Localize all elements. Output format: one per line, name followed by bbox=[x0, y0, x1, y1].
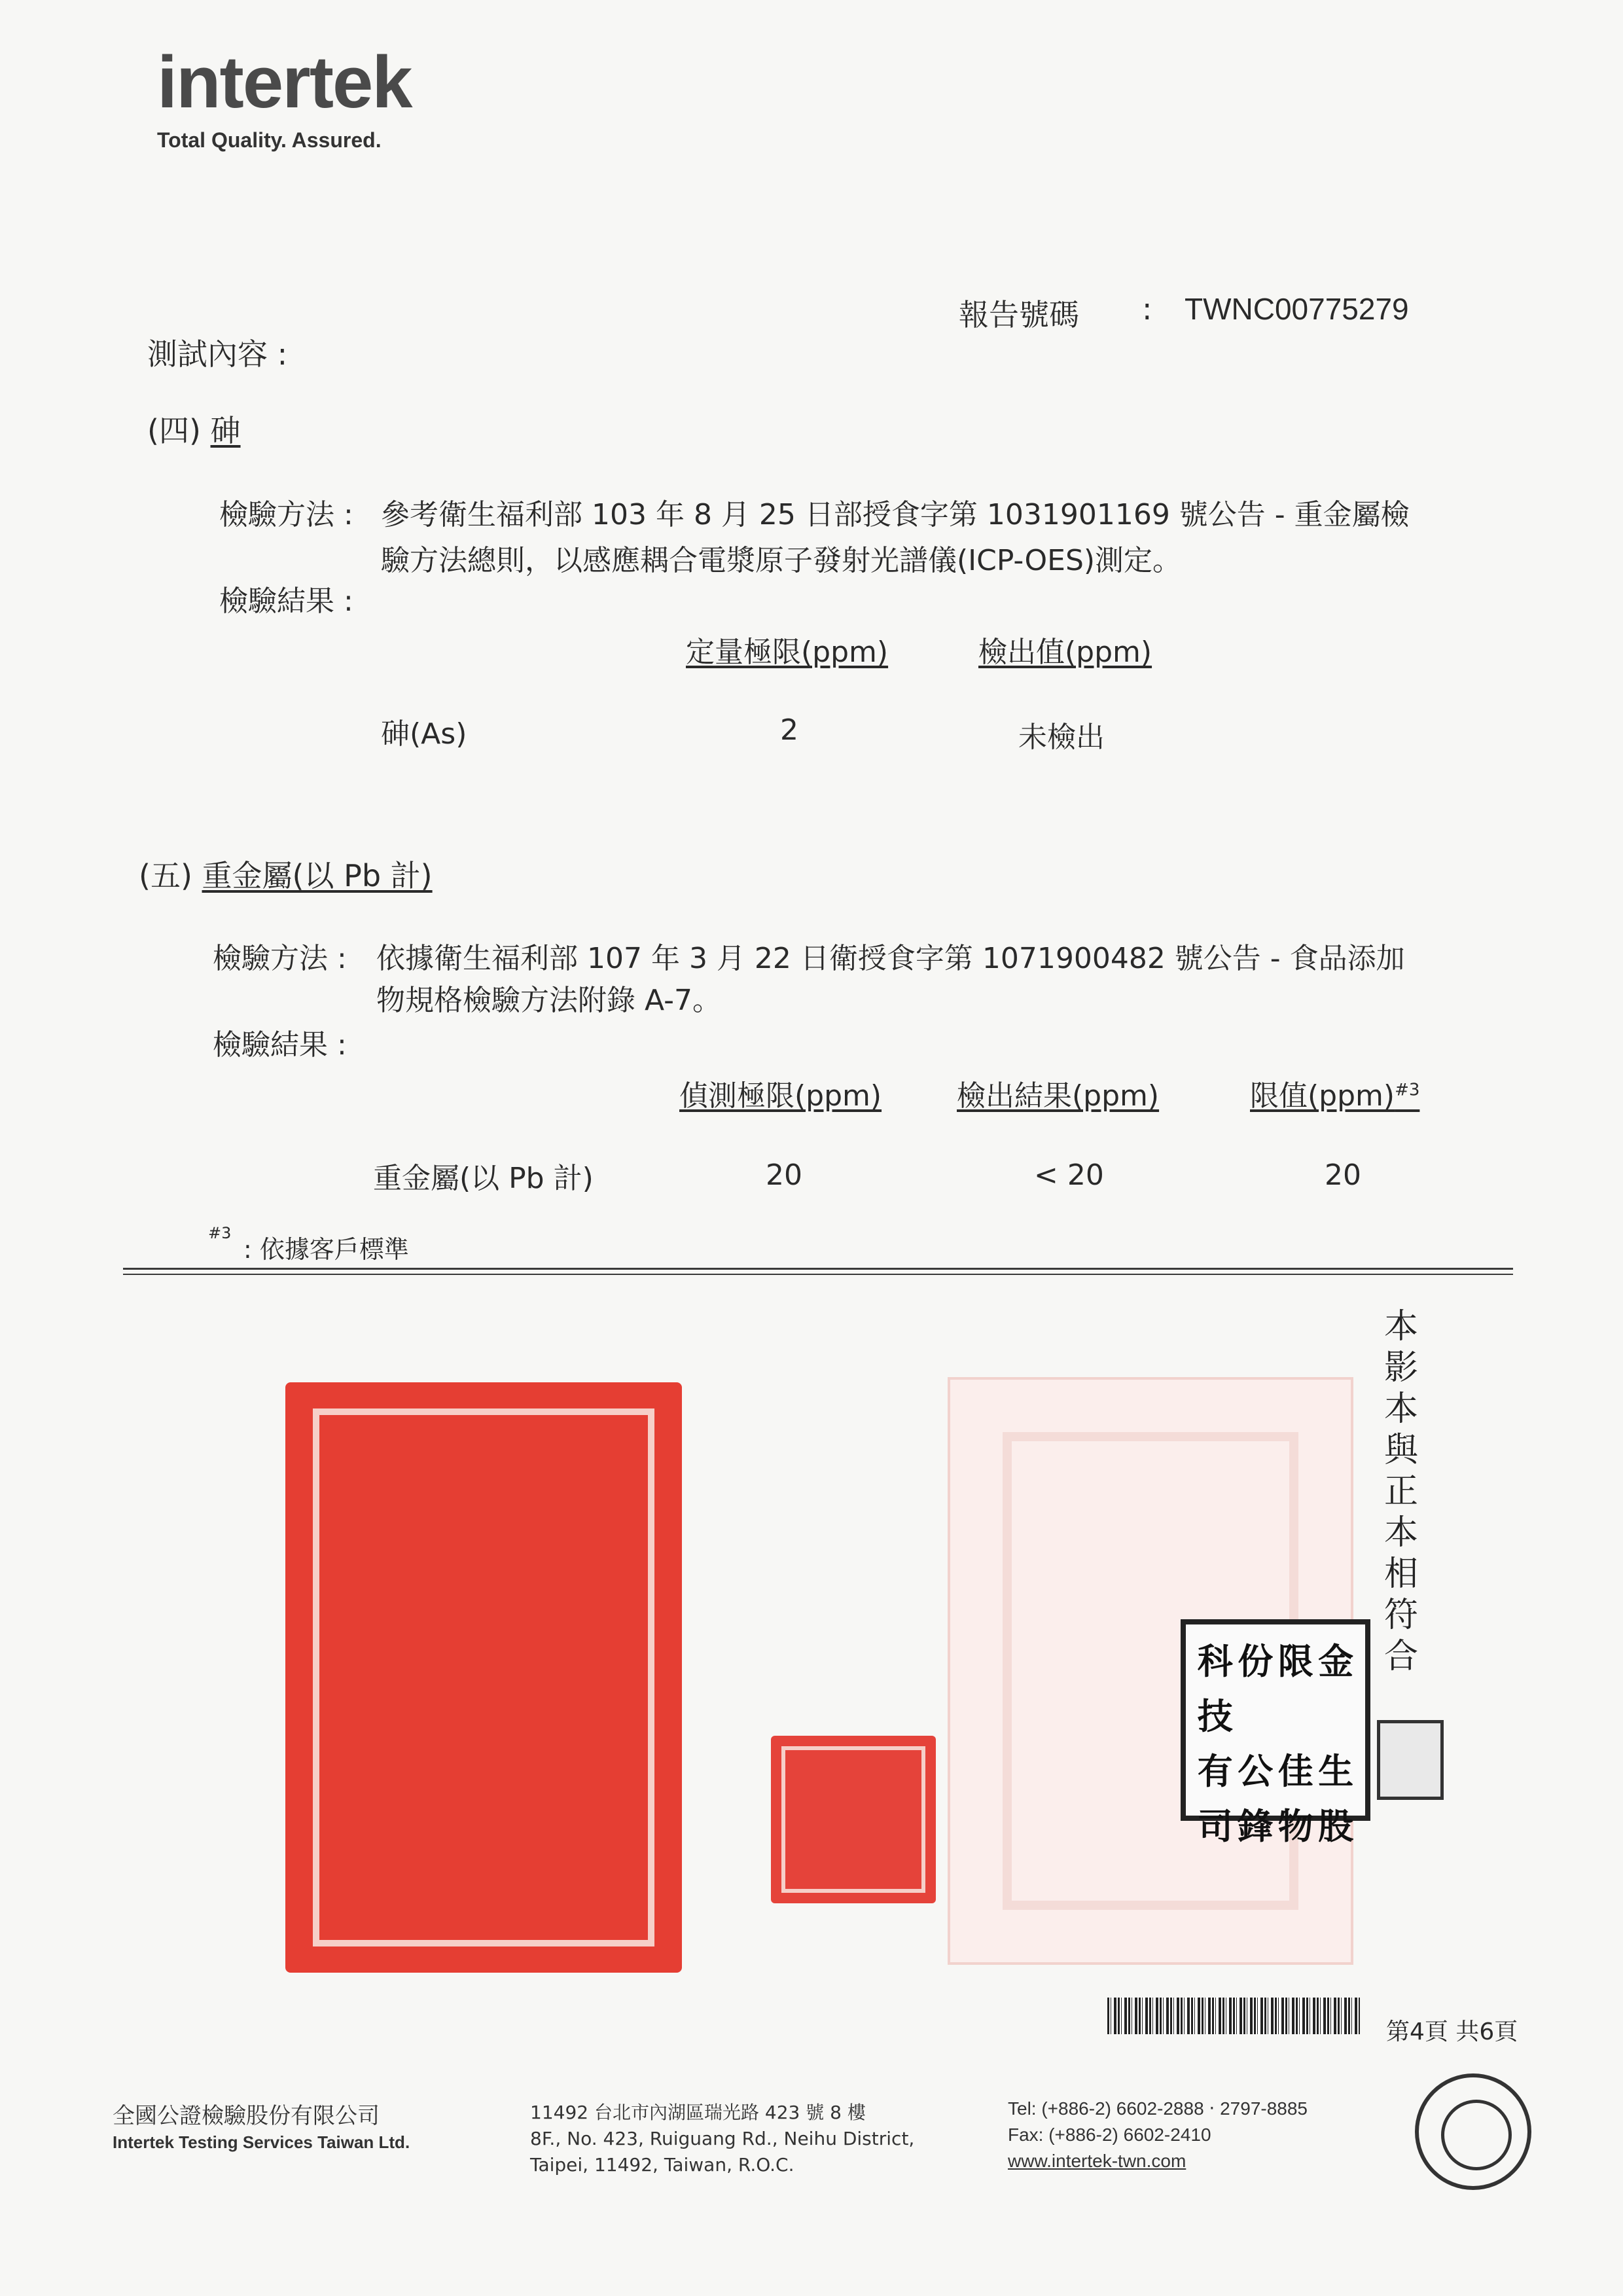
section4-number: (四) bbox=[147, 413, 201, 448]
company-seal-char: 佳 bbox=[1277, 1750, 1313, 1792]
section4-heading bbox=[147, 407, 241, 450]
section5-row-lod: 20 bbox=[766, 1158, 802, 1192]
footnote-text: : 依據客戶標準 bbox=[243, 1235, 409, 1264]
footnote-mark: #3 bbox=[208, 1224, 232, 1242]
section5-row-item: 重金屬(以 Pb 計) bbox=[373, 1162, 594, 1195]
company-seal-char: 股 bbox=[1318, 1805, 1354, 1847]
copy-certification-note: 本 影 本 與 正 本 相 符 合 bbox=[1383, 1307, 1418, 1676]
company-seal-char: 限 bbox=[1277, 1640, 1313, 1682]
test-content-label: 測試內容 : bbox=[147, 336, 288, 372]
section4-row-item: 砷(As) bbox=[381, 717, 467, 751]
report-number-label: 報告號碼 bbox=[959, 297, 1079, 332]
section5-title: 重金屬(以 Pb 計) bbox=[202, 858, 433, 893]
company-seal-char: 有 bbox=[1197, 1750, 1233, 1792]
footer-tel: Tel: (+886-2) 6602-2888 ‧ 2797-8885 bbox=[1008, 2098, 1308, 2119]
section5-number: (五) bbox=[139, 858, 192, 893]
divider-line-secondary bbox=[123, 1274, 1513, 1275]
section4-row-detected: 未檢出 bbox=[1018, 721, 1105, 754]
section5-col-result: 檢出結果(ppm) bbox=[957, 1079, 1160, 1113]
section4-method-line2: 驗方法總則，以感應耦合電漿原子發射光譜儀(ICP-OES)測定。 bbox=[381, 544, 1182, 577]
company-seal-characters bbox=[1195, 1634, 1356, 1847]
company-seal-stamp bbox=[1181, 1619, 1370, 1847]
section4-row-loq: 2 bbox=[780, 713, 798, 747]
section5-row-result: < 20 bbox=[1034, 1158, 1104, 1192]
company-seal-char: 物 bbox=[1277, 1805, 1313, 1847]
footer-address-line3: Taipei, 11492, Taiwan, R.O.C. bbox=[530, 2154, 794, 2176]
report-number: TWNC00775279 bbox=[1185, 292, 1409, 326]
section5-heading bbox=[139, 852, 433, 895]
official-red-seal-small bbox=[771, 1736, 936, 1903]
section4-method-line1: 參考衛生福利部 103 年 8 月 25 日部授食字第 1031901169 號公告 - 重金屬檢 bbox=[381, 498, 1410, 531]
footer-contact bbox=[1008, 2096, 1308, 2174]
company-seal-char: 科技 bbox=[1197, 1640, 1233, 1737]
footer-address-line2: 8F., No. 423, Ruiguang Rd., Neihu District, bbox=[530, 2128, 915, 2149]
section4-method-label: 檢驗方法 : bbox=[219, 498, 353, 531]
company-seal-char: 金 bbox=[1318, 1640, 1354, 1682]
section4-result-label: 檢驗結果 : bbox=[219, 584, 353, 618]
section5-method-line1: 依據衛生福利部 107 年 3 月 22 日衛授食字第 1071900482 號公告 - 食品添加 bbox=[376, 942, 1405, 975]
footer-fax: Fax: (+886-2) 6602-2410 bbox=[1008, 2125, 1211, 2145]
section5-result-label: 檢驗結果 : bbox=[213, 1028, 347, 1062]
section5-method-label: 檢驗方法 : bbox=[213, 942, 347, 975]
company-seal-char: 司 bbox=[1197, 1805, 1233, 1847]
barcode bbox=[1107, 1998, 1360, 2034]
section5-row-limit: 20 bbox=[1325, 1158, 1361, 1192]
report-number-colon: : bbox=[1142, 291, 1152, 327]
section4-title: 砷 bbox=[210, 413, 241, 448]
footer-company-en: Intertek Testing Services Taiwan Ltd. bbox=[113, 2132, 410, 2152]
section5-col-limit bbox=[1250, 1072, 1419, 1114]
section4-col-detected: 檢出值(ppm) bbox=[978, 636, 1152, 669]
official-red-seal-large bbox=[285, 1382, 682, 1973]
intertek-logo: intertek bbox=[157, 41, 412, 123]
personal-seal-stamp bbox=[1377, 1720, 1444, 1800]
footer-website-link[interactable]: www.intertek-twn.com bbox=[1008, 2151, 1186, 2171]
company-seal-char: 公 bbox=[1238, 1750, 1274, 1792]
section4-col-loq: 定量極限(ppm) bbox=[686, 636, 889, 669]
footer-address-line1: 11492 台北市內湖區瑞光路 423 號 8 樓 bbox=[530, 2102, 866, 2123]
logo-tagline: Total Quality. Assured. bbox=[157, 128, 382, 152]
company-seal-char: 鋒 bbox=[1238, 1805, 1274, 1847]
page-indicator: 第4頁 共6頁 bbox=[1386, 2018, 1518, 2045]
intertek-circle-mark-icon bbox=[1415, 2073, 1531, 2190]
section5-col-limit-sup: #3 bbox=[1395, 1080, 1420, 1100]
section5-col-limit-text: 限值(ppm) bbox=[1250, 1079, 1395, 1113]
section5-col-lod: 偵測極限(ppm) bbox=[679, 1079, 882, 1113]
footer-address bbox=[530, 2100, 914, 2178]
company-seal-char: 生 bbox=[1318, 1750, 1354, 1792]
footer-company-zh: 全國公證檢驗股份有限公司 bbox=[113, 2103, 380, 2129]
section5-method-line2: 物規格檢驗方法附錄 A-7。 bbox=[376, 984, 721, 1017]
divider-line bbox=[123, 1268, 1513, 1270]
company-seal-char: 份 bbox=[1238, 1640, 1274, 1682]
